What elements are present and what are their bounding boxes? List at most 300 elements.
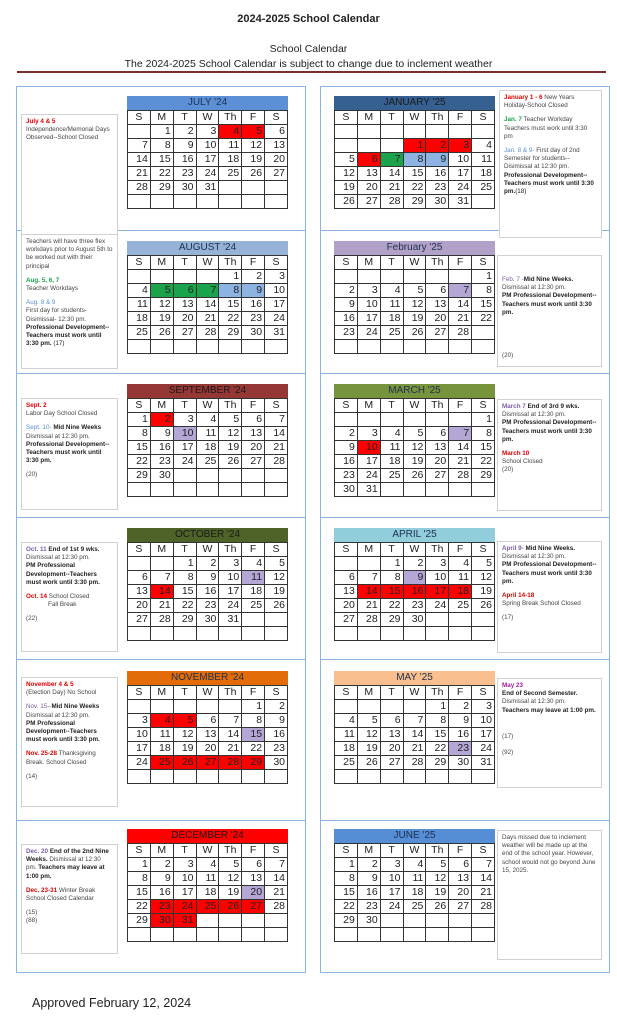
calendar-week xyxy=(335,152,495,166)
note-text: Teachers will have three flex workdays prior to August 5th to be worked out with their principal xyxy=(26,238,113,270)
calendar-day: 12 xyxy=(357,728,380,742)
calendar-day: 7 xyxy=(265,858,288,872)
divider xyxy=(320,820,609,821)
weekday-header: W xyxy=(196,844,219,858)
calendar-day: 16 xyxy=(335,312,358,326)
calendar-day: 27 xyxy=(426,326,449,340)
calendar-day: 24 xyxy=(380,900,403,914)
weekday-header: T xyxy=(380,256,403,270)
calendar-day: 30 xyxy=(357,914,380,928)
calendar-day: 14 xyxy=(403,728,426,742)
calendar-day xyxy=(265,627,288,641)
calendar-day: 24 xyxy=(173,455,196,469)
weekday-header: M xyxy=(357,399,380,413)
calendar-day: 18 xyxy=(196,441,219,455)
calendar-day: 19 xyxy=(173,742,196,756)
day-count: (20) xyxy=(502,466,514,474)
weekday-header: T xyxy=(380,844,403,858)
calendar-day xyxy=(219,340,242,354)
calendar-day: 14 xyxy=(150,585,173,599)
calendar-day: 17 xyxy=(357,312,380,326)
calendar-day xyxy=(472,613,495,627)
calendar-day xyxy=(219,700,242,714)
calendar-day: 12 xyxy=(335,166,358,180)
weekday-header: S xyxy=(128,844,151,858)
calendar-week xyxy=(128,914,288,928)
calendar-week xyxy=(335,441,495,455)
calendar-day xyxy=(173,195,196,209)
weekday-header: S xyxy=(335,256,358,270)
calendar-day: 29 xyxy=(150,181,173,195)
calendar-day xyxy=(426,270,449,284)
calendar-june-2025 xyxy=(334,829,495,942)
calendar-day xyxy=(403,413,426,427)
calendar-day: 22 xyxy=(242,742,265,756)
calendar-week xyxy=(335,928,495,942)
calendar-day: 15 xyxy=(403,166,426,180)
calendar-day xyxy=(426,125,449,139)
calendar-day: 30 xyxy=(403,613,426,627)
calendar-day xyxy=(173,483,196,497)
calendar-day: 17 xyxy=(219,585,242,599)
calendar-day xyxy=(335,138,358,152)
note-date: Aug. 8 & 9 xyxy=(26,299,56,307)
calendar-day: 22 xyxy=(403,180,426,194)
calendar-day: 2 xyxy=(449,700,472,714)
calendar-day: 29 xyxy=(403,194,426,208)
calendar-day: 29 xyxy=(219,326,242,340)
calendar-week xyxy=(128,886,288,900)
weekday-header: F xyxy=(242,543,265,557)
note-text: Professional Development--Teachers must work until 3:30 pm. (17) xyxy=(26,323,110,348)
calendar-day: 16 xyxy=(265,728,288,742)
divider xyxy=(16,517,305,518)
calendar-day xyxy=(449,613,472,627)
calendar-day: 28 xyxy=(128,181,151,195)
weekday-header: S xyxy=(265,686,288,700)
calendar-day: 13 xyxy=(196,728,219,742)
calendar-day xyxy=(449,627,472,641)
calendar-day: 17 xyxy=(426,585,449,599)
month-header: APRIL '25 xyxy=(334,528,495,542)
calendar-day xyxy=(219,195,242,209)
calendar-day: 20 xyxy=(380,742,403,756)
calendar-day: 8 xyxy=(472,427,495,441)
calendar-day: 2 xyxy=(265,700,288,714)
calendar-day xyxy=(196,627,219,641)
calendar-day: 20 xyxy=(242,441,265,455)
calendar-day: 10 xyxy=(357,298,380,312)
calendar-day xyxy=(242,928,265,942)
calendar-day: 8 xyxy=(426,714,449,728)
weekday-header: T xyxy=(173,256,196,270)
month-header: February '25 xyxy=(334,241,495,255)
calendar-day: 8 xyxy=(128,427,151,441)
calendar-day: 8 xyxy=(380,571,403,585)
weekday-header: Th xyxy=(426,256,449,270)
weekday-header: T xyxy=(380,399,403,413)
weekday-header: M xyxy=(150,111,173,125)
weekday-header: Th xyxy=(219,686,242,700)
day-count: (88) xyxy=(26,917,38,925)
calendar-day: 10 xyxy=(196,139,219,153)
month-header: JULY '24 xyxy=(127,96,288,110)
calendar-day: 28 xyxy=(150,613,173,627)
weekday-header: Th xyxy=(219,256,242,270)
calendar-day: 12 xyxy=(219,427,242,441)
calendar-day: 18 xyxy=(380,312,403,326)
calendar-day: 7 xyxy=(128,139,151,153)
calendar-day xyxy=(357,770,380,784)
calendar-day: 7 xyxy=(472,858,495,872)
calendar-day: 31 xyxy=(196,181,219,195)
calendar-day: 4 xyxy=(242,557,265,571)
weekday-header: F xyxy=(449,256,472,270)
calendar-day xyxy=(265,483,288,497)
calendar-week xyxy=(128,714,288,728)
calendar-day xyxy=(150,557,173,571)
calendar-day: 13 xyxy=(426,441,449,455)
calendar-day: 3 xyxy=(380,858,403,872)
weekday-header: W xyxy=(403,844,426,858)
calendar-day xyxy=(335,928,358,942)
calendar-day xyxy=(219,483,242,497)
calendar-day: 6 xyxy=(357,152,380,166)
calendar-week xyxy=(335,714,495,728)
calendar-day: 29 xyxy=(335,914,358,928)
note-text: Labor Day School Closed xyxy=(26,410,98,418)
day-count: (17) xyxy=(502,614,514,622)
calendar-day: 24 xyxy=(472,742,495,756)
calendar-day xyxy=(242,195,265,209)
calendar-day: 5 xyxy=(472,557,495,571)
calendar-day: 22 xyxy=(335,900,358,914)
weekday-header: Th xyxy=(426,543,449,557)
calendar-day xyxy=(196,195,219,209)
calendar-day xyxy=(380,627,403,641)
calendar-week xyxy=(128,756,288,770)
calendar-day: 25 xyxy=(128,326,151,340)
calendar-day: 1 xyxy=(219,270,242,284)
weekday-header: S xyxy=(128,111,151,125)
calendar-day: 5 xyxy=(426,858,449,872)
calendar-day: 15 xyxy=(380,585,403,599)
calendar-day xyxy=(335,340,358,354)
calendar-day xyxy=(265,928,288,942)
weekday-header: M xyxy=(357,844,380,858)
calendar-day: 25 xyxy=(403,900,426,914)
calendar-day: 27 xyxy=(357,194,380,208)
day-count: (15) xyxy=(26,909,38,917)
calendar-day: 30 xyxy=(335,483,358,497)
calendar-day: 28 xyxy=(449,326,472,340)
calendar-week xyxy=(128,413,288,427)
calendar-november-2024 xyxy=(127,671,288,784)
calendar-day: 3 xyxy=(449,138,472,152)
calendar-day: 5 xyxy=(150,284,173,298)
calendar-day xyxy=(403,483,426,497)
calendar-grid xyxy=(127,685,288,784)
calendar-day: 29 xyxy=(426,756,449,770)
day-count: (14) xyxy=(26,772,38,780)
calendar-day: 22 xyxy=(426,742,449,756)
calendar-day xyxy=(265,181,288,195)
calendar-day: 30 xyxy=(242,326,265,340)
weekday-header: S xyxy=(472,543,495,557)
weekday-header: W xyxy=(403,399,426,413)
weekday-header: Th xyxy=(219,844,242,858)
calendar-week xyxy=(128,340,288,354)
calendar-day xyxy=(403,770,426,784)
calendar-day xyxy=(196,270,219,284)
weekday-header: T xyxy=(173,844,196,858)
calendar-day: 2 xyxy=(196,557,219,571)
calendar-grid xyxy=(334,685,495,784)
weekday-header: F xyxy=(242,399,265,413)
calendar-day: 14 xyxy=(449,298,472,312)
calendar-day xyxy=(219,928,242,942)
calendar-week xyxy=(335,138,495,152)
calendar-day: 21 xyxy=(128,167,151,181)
calendar-day xyxy=(380,138,403,152)
calendar-day xyxy=(128,195,151,209)
calendar-week xyxy=(335,166,495,180)
calendar-week xyxy=(128,928,288,942)
calendar-day: 30 xyxy=(173,181,196,195)
calendar-day: 9 xyxy=(150,427,173,441)
calendar-day: 23 xyxy=(335,326,358,340)
calendar-week xyxy=(335,872,495,886)
calendar-week xyxy=(335,627,495,641)
calendar-day: 19 xyxy=(219,441,242,455)
day-count: (20) xyxy=(26,471,38,479)
calendar-day: 20 xyxy=(426,312,449,326)
calendar-day: 27 xyxy=(128,613,151,627)
weekday-header: W xyxy=(196,256,219,270)
calendar-day: 5 xyxy=(357,714,380,728)
calendar-week xyxy=(335,770,495,784)
weekday-header: F xyxy=(449,399,472,413)
calendar-day: 16 xyxy=(357,886,380,900)
calendar-day: 11 xyxy=(380,441,403,455)
calendar-day: 15 xyxy=(173,585,196,599)
calendar-day xyxy=(173,270,196,284)
note-date: Aug. 5, 6, 7 xyxy=(26,276,60,284)
calendar-week xyxy=(128,181,288,195)
calendar-day xyxy=(219,469,242,483)
calendar-day: 27 xyxy=(242,455,265,469)
calendar-day: 6 xyxy=(426,427,449,441)
calendar-day: 26 xyxy=(219,455,242,469)
calendar-week xyxy=(128,613,288,627)
calendar-day: 13 xyxy=(449,872,472,886)
weekday-header: F xyxy=(449,111,472,125)
calendar-day: 27 xyxy=(380,756,403,770)
calendar-day: 21 xyxy=(380,180,403,194)
weekday-header: W xyxy=(196,399,219,413)
calendar-day: 11 xyxy=(335,728,358,742)
calendar-day: 25 xyxy=(380,469,403,483)
calendar-day xyxy=(265,469,288,483)
calendar-day: 10 xyxy=(380,872,403,886)
month-header: MARCH '25 xyxy=(334,384,495,398)
calendar-day: 25 xyxy=(380,326,403,340)
calendar-week xyxy=(335,858,495,872)
calendar-grid xyxy=(127,255,288,354)
calendar-day: 7 xyxy=(449,284,472,298)
calendar-day: 3 xyxy=(219,557,242,571)
calendar-week xyxy=(128,153,288,167)
calendar-day: 31 xyxy=(357,483,380,497)
calendar-day xyxy=(472,914,495,928)
calendar-day: 26 xyxy=(150,326,173,340)
calendar-day xyxy=(426,413,449,427)
calendar-day: 11 xyxy=(242,571,265,585)
calendar-day: 1 xyxy=(380,557,403,571)
calendar-day: 20 xyxy=(128,599,151,613)
calendar-day: 20 xyxy=(357,180,380,194)
calendar-grid xyxy=(127,542,288,641)
calendar-may-2025 xyxy=(334,671,495,784)
calendar-day: 12 xyxy=(426,872,449,886)
calendar-grid xyxy=(334,398,495,497)
calendar-day: 19 xyxy=(403,455,426,469)
calendar-day: 24 xyxy=(196,167,219,181)
calendar-day: 28 xyxy=(380,194,403,208)
calendar-day xyxy=(173,340,196,354)
calendar-day: 7 xyxy=(219,714,242,728)
calendar-day: 9 xyxy=(242,284,265,298)
calendar-day xyxy=(380,413,403,427)
calendar-day: 11 xyxy=(403,872,426,886)
calendar-week xyxy=(335,599,495,613)
calendar-day xyxy=(403,270,426,284)
calendar-day: 14 xyxy=(449,441,472,455)
note-september: Sept. 2 Labor Day School Closed Sept. 10- Mid Nine Weeks Dismissal at 12:30 pm. Professional Development--Teachers must work until 3:30 pm. (20) xyxy=(21,398,118,510)
note-april: April 9- Mid Nine Weeks. Dismissal at 12:30 pm. PM Professional Development--Teachers must work until 3:30 pm. April 14-18 Spring Break School Closed (17) xyxy=(497,541,602,653)
weekday-header: Th xyxy=(219,111,242,125)
calendar-august-2024 xyxy=(127,241,288,354)
calendar-day: 28 xyxy=(196,326,219,340)
calendar-day xyxy=(426,914,449,928)
calendar-day: 7 xyxy=(380,152,403,166)
calendar-week xyxy=(335,469,495,483)
calendar-day: 26 xyxy=(403,326,426,340)
note-date: Sept. 2 xyxy=(26,402,47,409)
calendar-day: 24 xyxy=(265,312,288,326)
weekday-header: M xyxy=(357,256,380,270)
calendar-day: 29 xyxy=(128,914,151,928)
calendar-day: 11 xyxy=(449,571,472,585)
calendar-grid xyxy=(334,843,495,942)
calendar-day xyxy=(128,270,151,284)
calendar-day: 18 xyxy=(472,166,495,180)
calendar-day xyxy=(449,125,472,139)
calendar-day xyxy=(380,928,403,942)
calendar-day xyxy=(472,340,495,354)
calendar-day xyxy=(265,914,288,928)
calendar-day: 3 xyxy=(426,557,449,571)
divider xyxy=(16,659,305,660)
calendar-day xyxy=(449,340,472,354)
calendar-week xyxy=(335,571,495,585)
calendar-day: 14 xyxy=(128,153,151,167)
calendar-week xyxy=(128,858,288,872)
calendar-day: 27 xyxy=(426,469,449,483)
calendar-day: 13 xyxy=(265,139,288,153)
weekday-header: Th xyxy=(426,111,449,125)
calendar-day: 5 xyxy=(265,557,288,571)
calendar-day xyxy=(403,340,426,354)
calendar-day xyxy=(128,483,151,497)
calendar-day: 22 xyxy=(150,167,173,181)
calendar-week xyxy=(128,585,288,599)
calendar-day: 15 xyxy=(242,728,265,742)
calendar-day: 26 xyxy=(403,469,426,483)
calendar-week xyxy=(335,413,495,427)
calendar-day: 29 xyxy=(128,469,151,483)
calendar-day: 22 xyxy=(173,599,196,613)
calendar-day: 18 xyxy=(128,312,151,326)
calendar-day: 3 xyxy=(173,413,196,427)
note-february: Feb. 7 -Mid Nine Weeks. Dismissal at 12:30 pm. PM Professional Development--Teachers must work until 3:30 pm. (20) xyxy=(497,255,602,367)
calendar-day: 20 xyxy=(426,455,449,469)
calendar-day: 14 xyxy=(265,872,288,886)
calendar-week xyxy=(128,195,288,209)
calendar-day xyxy=(357,340,380,354)
weekday-header: F xyxy=(242,111,265,125)
weekday-header: S xyxy=(128,399,151,413)
calendar-day: 25 xyxy=(150,756,173,770)
calendar-april-2025 xyxy=(334,528,495,641)
calendar-day: 27 xyxy=(265,167,288,181)
calendar-day: 15 xyxy=(150,153,173,167)
calendar-day: 23 xyxy=(265,742,288,756)
calendar-day: 27 xyxy=(242,900,265,914)
month-header: JANUARY '25 xyxy=(334,96,495,110)
weekday-header: M xyxy=(357,111,380,125)
calendar-day: 30 xyxy=(426,194,449,208)
day-count: (17) xyxy=(502,732,514,740)
calendar-day: 17 xyxy=(196,153,219,167)
calendar-day: 2 xyxy=(242,270,265,284)
calendar-day: 15 xyxy=(472,298,495,312)
calendar-day xyxy=(242,469,265,483)
calendar-week xyxy=(128,700,288,714)
calendar-day: 26 xyxy=(242,167,265,181)
calendar-day: 24 xyxy=(173,900,196,914)
calendar-day: 24 xyxy=(449,180,472,194)
calendar-day: 2 xyxy=(357,858,380,872)
calendar-day: 3 xyxy=(357,427,380,441)
calendar-day: 17 xyxy=(449,166,472,180)
weekday-header: F xyxy=(449,686,472,700)
calendar-day: 2 xyxy=(403,557,426,571)
calendar-day: 25 xyxy=(335,756,358,770)
calendar-day xyxy=(242,340,265,354)
calendar-day: 5 xyxy=(219,413,242,427)
calendar-week xyxy=(335,483,495,497)
calendar-day: 17 xyxy=(380,886,403,900)
calendar-week xyxy=(128,483,288,497)
calendar-day xyxy=(357,557,380,571)
note-date: July 4 & 5 xyxy=(26,118,56,125)
calendar-day xyxy=(357,138,380,152)
calendar-day: 2 xyxy=(150,858,173,872)
calendar-day: 22 xyxy=(128,455,151,469)
calendar-day: 13 xyxy=(128,585,151,599)
calendar-day xyxy=(403,914,426,928)
